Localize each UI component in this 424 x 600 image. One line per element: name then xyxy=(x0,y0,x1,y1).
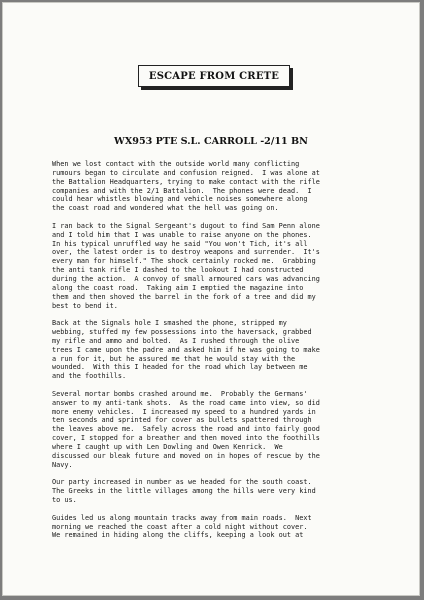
text-line: We remained in hiding along the cliffs, keeping a look out at xyxy=(52,531,304,540)
text-line: the coast road and wondered what the hell was going on. xyxy=(52,204,279,213)
text-line: In his typical unruffled way he said "You won't Tich, it's all xyxy=(52,239,308,248)
text-line: could hear whistles blowing and vehicle noises somewhere along xyxy=(52,195,308,204)
text-line: rumours began to circulate and confusion reigned. I was alone at xyxy=(52,168,320,177)
text-line: during the action. A convoy of small armoured cars was advancing xyxy=(52,274,320,283)
text-line: answer to my anti-tank shots. As the road came into view, so did xyxy=(52,398,320,407)
text-line: Back at the Signals hole I smashed the phone, stripped my xyxy=(52,319,287,328)
author-line: WX953 PTE S.L. CARROLL -2/11 BN xyxy=(114,136,308,147)
text-line: webbing, stuffed my few possessions into the haversack, grabbed xyxy=(52,328,312,337)
text-line: the Battalion Headquarters, trying to make contact with the rifle xyxy=(52,177,320,186)
text-line: a run for it, but he assured me that he would stay with the xyxy=(52,354,296,363)
paragraph xyxy=(52,222,402,310)
text-line: ten seconds and sprinted for cover as bullets spattered through xyxy=(52,416,312,425)
text-line: Several mortar bombs crashed around me. Probably the Germans' xyxy=(52,389,308,398)
text-line: and I told him that I was unable to raise anyone on the phones. xyxy=(52,230,312,239)
text-line: Navy. xyxy=(52,460,73,469)
text-line: wounded. With this I headed for the road which lay between me xyxy=(52,363,308,372)
paragraph xyxy=(52,390,402,470)
text-line: every man for himself." The shock certainly rocked me. Grabbing xyxy=(52,257,316,266)
text-line: where I caught up with Len Dowling and Owen Kenrick. We xyxy=(52,443,283,451)
text-line: over, the latest order is to destroy weapons and surrender. It's xyxy=(52,248,320,257)
paragraph xyxy=(52,160,402,213)
paragraph xyxy=(52,319,402,381)
text-line: companies and with the 2/1 Battalion. The phones were dead. I xyxy=(52,186,312,195)
body-text xyxy=(52,160,402,549)
text-line: my rifle and ammo and bolted. As I rushed through the olive xyxy=(52,336,300,345)
text-line: to us. xyxy=(52,496,77,505)
text-line: I ran back to the Signal Sergeant's dugout to find Sam Penn alone xyxy=(52,221,320,230)
text-line: the anti tank rifle I dashed to the lookout I had constructed xyxy=(52,266,304,275)
text-line: trees I came upon the padre and asked him if he was going to make xyxy=(52,345,320,354)
text-line: Our party increased in number as we headed for the south coast. xyxy=(52,478,312,487)
text-line: morning we reached the coast after a cold night without cover. xyxy=(52,522,308,531)
text-line: along the coast road. Taking aim I emptied the magazine into xyxy=(52,283,304,292)
title-box xyxy=(138,65,290,87)
text-line: best to bend it. xyxy=(52,301,118,310)
text-line: Guides led us along mountain tracks away from main roads. Next xyxy=(52,513,312,522)
text-line: the leaves above me. Safely across the road and into fairly good xyxy=(52,425,320,434)
text-line: cover, I stopped for a breather and then moved into the foothills xyxy=(52,434,320,443)
paragraph xyxy=(52,514,402,541)
text-line: The Greeks in the little villages among the hills were very kind xyxy=(52,487,316,496)
text-line: and the foothills. xyxy=(52,372,127,381)
document-title: ESCAPE FROM CRETE xyxy=(148,70,280,82)
paragraph xyxy=(52,478,402,505)
text-line: When we lost contact with the outside world many conflicting xyxy=(52,160,300,168)
text-line: more enemy vehicles. I increased my speed to a hundred yards in xyxy=(52,407,316,416)
document-page xyxy=(2,2,420,596)
text-line: discussed our bleak future and moved on in hopes of rescue by the xyxy=(52,451,320,460)
text-line: them and then shoved the barrel in the fork of a tree and did my xyxy=(52,292,316,301)
